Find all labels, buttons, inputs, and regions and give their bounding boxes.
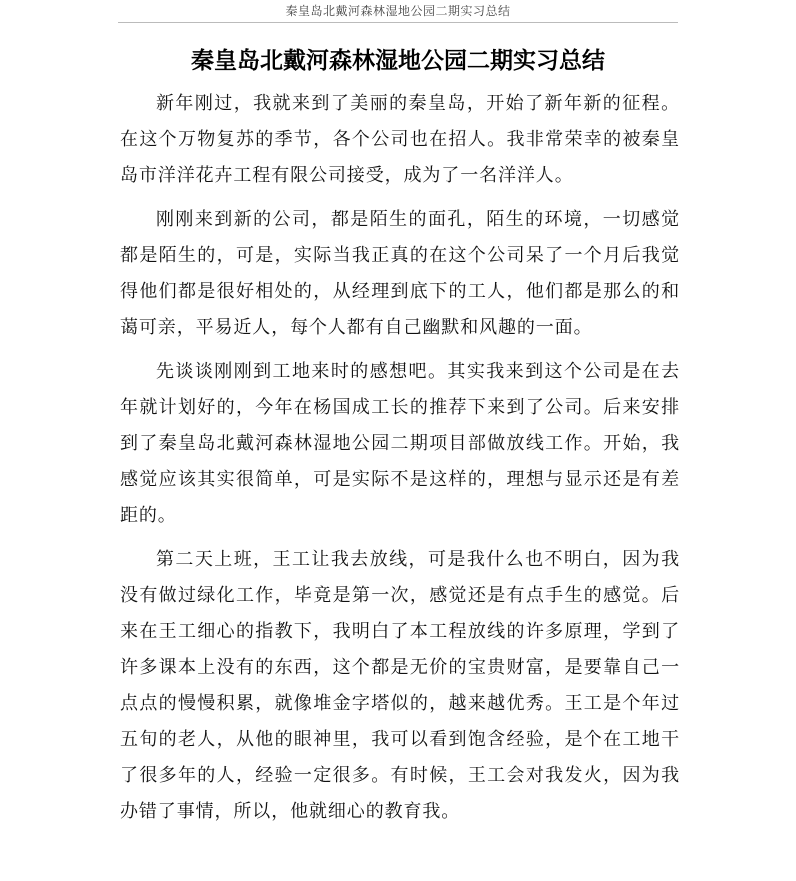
paragraph-3: 先谈谈刚刚到工地来时的感想吧。其实我来到这个公司是在去年就计划好的，今年在杨国成工长的推荐下来到了公司。后来安排到了秦皇岛北戴河森林湿地公园二期项目部做放线工作。开始，我感觉应该其实很简单，可是实际不是这样的，理想与显示还是有差距的。 <box>120 361 680 526</box>
document-title: 秦皇岛北戴河森林湿地公园二期实习总结 <box>191 48 605 74</box>
running-header: 秦皇岛北戴河森林湿地公园二期实习总结 <box>285 4 511 18</box>
paragraph-4: 第二天上班，王工让我去放线，可是我什么也不明白，因为我没有做过绿化工作，毕竟是第一次，感觉还是有点手生的感觉。后来在王工细心的指教下，我明白了本工程放线的许多原理，学到了许多课本上没有的东西，这个都是无价的宝贵财富，是要靠自己一点点的慢慢积累，就像堆金字塔似的，越来越优秀。王工是个年过五旬的老人，从他的眼神里，我可以看到饱含经验，是个在工地干了很多年的人，经验一定很多。有时候，王工会对我发火，因为我办错了事情，所以，他就细心的教育我。 <box>120 549 680 822</box>
document-body <box>120 86 680 838</box>
paragraph-2: 刚刚来到新的公司，都是陌生的面孔，陌生的环境，一切感觉都是陌生的，可是，实际当我正真的在这个公司呆了一个月后我觉得他们都是很好相处的，从经理到底下的工人，他们都是那么的和蔼可亲，平易近人，每个人都有自己幽默和风趣的一面。 <box>120 209 680 338</box>
paragraph-1: 新年刚过，我就来到了美丽的秦皇岛，开始了新年新的征程。在这个万物复苏的季节，各个公司也在招人。我非常荣幸的被秦皇岛市洋洋花卉工程有限公司接受，成为了一名洋洋人。 <box>120 93 680 186</box>
header-divider <box>118 22 678 23</box>
